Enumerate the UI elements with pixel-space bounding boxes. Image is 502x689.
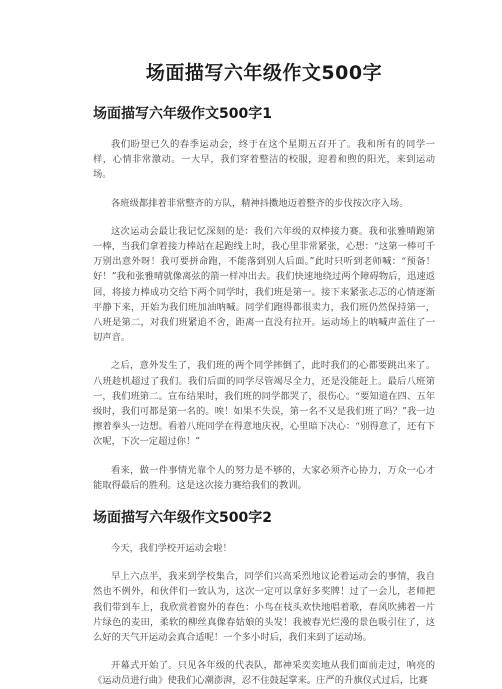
paragraph: 早上六点半，我来到学校集合，同学们兴高采烈地议论着运动会的事情，我自然也不例外，和伙伴们一致认为，这次一定可以拿好多奖牌！过了一会儿，老师把我们带到车上，我欣赏着窗外的春色：小鸟在枝头欢快地唱着歌，春风吹拂着一片片绿色的麦田，柔软的柳丝真像春姑娘的头发！我被春光烂漫的景色吸引住了，这么好的天气开运动会真合适呢！一个多小时后，我们来到了运动场。 xyxy=(93,571,435,644)
section-heading-2: 场面描写六年级作文500字2 xyxy=(93,510,272,527)
section-heading-1: 场面描写六年级作文500字1 xyxy=(93,106,272,122)
paragraph: 开幕式开始了。只见各年级的代表队，都神采奕奕地从我们面前走过，响亮的《运动员进行曲》使我们心潮澎湃，忍不住鼓起掌来。庄严的升旗仪式过后，比赛 xyxy=(93,660,435,687)
paragraph: 看来，做一件事情光靠个人的努力是不够的，大家必须齐心协力，万众一心才能取得最后的胜利。这是这次接力赛给我们的教训。 xyxy=(93,464,435,491)
paragraph: 我们盼望已久的春季运动会，终于在这个星期五召开了。我和所有的同学一样，心情非常激动。一大早，我们穿着整洁的校服，迎着和煦的阳光，来到运动场。 xyxy=(93,139,435,181)
paragraph: 之后，意外发生了，我们班的两个同学摔倒了，此时我们的心都要跳出来了。八班趁机超过了我们。我们后面的同学尽管竭尽全力，还是没能赶上。最后八班第一，我们班第二。宣布结果时，我们班的同学都哭了，很伤心。“要知道在四、五年级时，我们可都是第一名的。唉！如果不失误，第一名不又是我们班了吗？”我一边擦着拳头一边想。看着八班同学在得意地庆祝，心里暗下决心：“别得意了，还有下次呢，下次一定超过你！” xyxy=(93,360,435,448)
paragraph: 各班级都排着非常整齐的方队，精神抖擞地迈着整齐的步伐按次序入场。 xyxy=(111,197,409,209)
document-title: 场面描写六年级作文500字 xyxy=(145,62,383,84)
paragraph: 今天，我们学校开运动会啦！ xyxy=(111,543,232,555)
paragraph: 这次运动会最让我记忆深刻的是：我们六年级的双棒接力赛。我和张雅晴跑第一棒，当我们拿着接力棒站在起跑线上时，我心里非常紧张，心想：“这第一棒可千万别出意外呀！我可要拼命跑，不能落到别人后面。”此时只听到老师喊：“预备！好！”我和张雅晴就像离弦的箭一样冲出去。我们快速地绕过两个障碍物后，迅速返回，将接力棒成功交给下两个同学时，我们班是第一。接下来紧张忐忑的心情逐渐平静下来，开始为我们班加油呐喊。同学们跑得都很卖力，我们班仍然保持第一，八班是第二，对我们班紧追不舍，距离一直没有拉开。运动场上的呐喊声盖住了一切声音。 xyxy=(93,225,435,344)
